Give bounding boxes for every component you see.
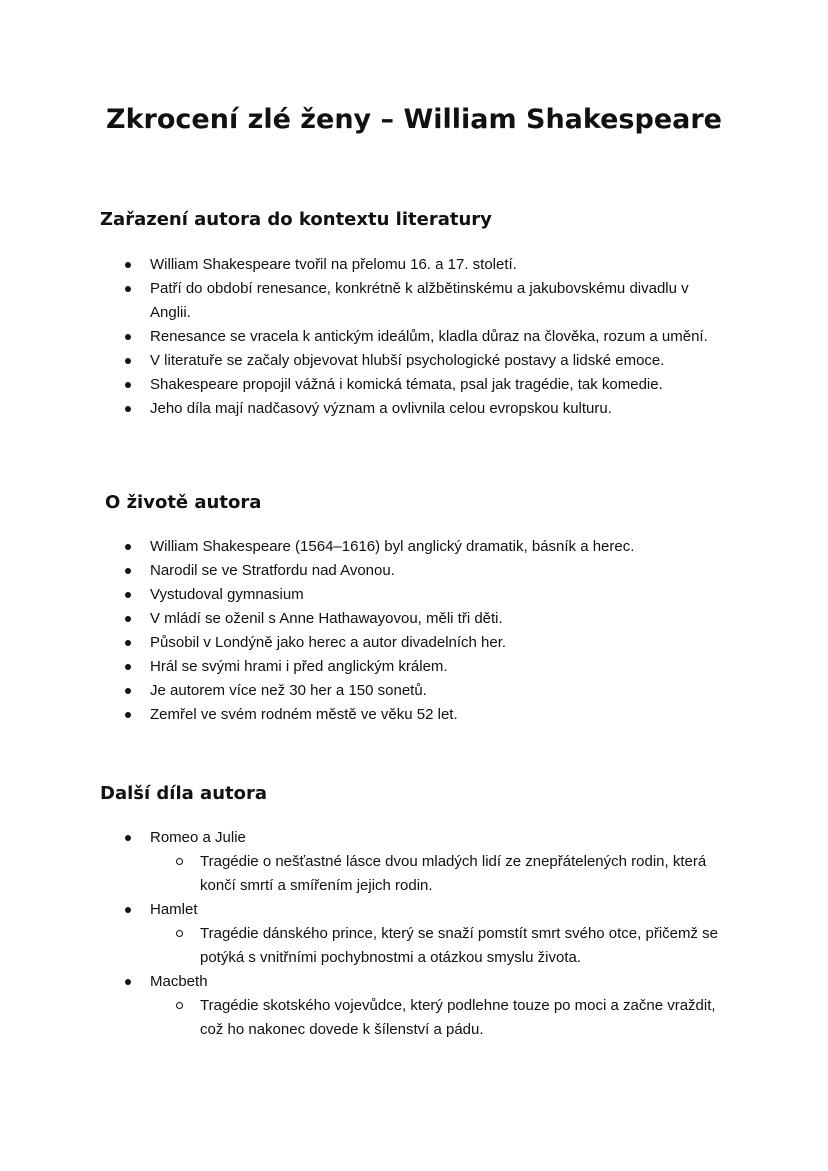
list-item-text: Působil v Londýně jako herec a autor divadelních her.	[150, 634, 507, 651]
bullet-icon	[125, 664, 131, 670]
context-list	[150, 253, 730, 421]
list-item	[150, 679, 730, 703]
list-item	[150, 535, 730, 559]
list-item-text: Vystudoval gymnasium	[150, 586, 304, 603]
list-item-text: Jeho díla mají nadčasový význam a ovlivnila celou evropskou kulturu.	[150, 400, 612, 417]
list-item	[150, 325, 730, 349]
list-item-text: V literatuře se začaly objevovat hlubší psychologické postavy a lidské emoce.	[150, 352, 665, 369]
list-item	[150, 373, 730, 397]
list-item-text: William Shakespeare tvořil na přelomu 16. a 17. století.	[150, 256, 517, 273]
list-item	[150, 970, 730, 1042]
list-item-text: Zemřel ve svém rodném městě ve věku 52 let.	[150, 706, 458, 723]
work-description: Tragédie skotského vojevůdce, který podlehne touze po moci a začne vraždit, což ho nakonec dovede k šílenství a pádu.	[200, 997, 716, 1038]
sub-list-item	[200, 922, 720, 970]
bullet-icon	[125, 616, 131, 622]
sub-list-item	[200, 994, 720, 1042]
bullet-icon	[125, 286, 131, 292]
sub-list-item	[200, 850, 720, 898]
list-item-text: William Shakespeare (1564–1616) byl anglický dramatik, básník a herec.	[150, 538, 635, 555]
bullet-icon	[125, 406, 131, 412]
section-heading-context: Zařazení autora do kontextu literatury	[100, 209, 492, 230]
bullet-icon	[125, 592, 131, 598]
bullet-icon	[125, 358, 131, 364]
bullet-icon	[125, 640, 131, 646]
bullet-icon	[125, 334, 131, 340]
list-item-text: Narodil se ve Stratfordu nad Avonou.	[150, 562, 395, 579]
sub-list	[200, 994, 720, 1042]
bullet-icon	[125, 907, 131, 913]
list-item-text: V mládí se oženil s Anne Hathawayovou, měli tři děti.	[150, 610, 503, 627]
list-item	[150, 277, 730, 325]
list-item-text: Hrál se svými hrami i před anglickým králem.	[150, 658, 448, 675]
circle-bullet-icon	[176, 1002, 183, 1009]
bullet-icon	[125, 382, 131, 388]
section-heading-works: Další díla autora	[100, 783, 268, 804]
page-title: Zkrocení zlé ženy – William Shakespeare	[106, 104, 722, 135]
list-item	[150, 826, 730, 898]
list-item-text: Renesance se vracela k antickým ideálům, kladla důraz na člověka, rozum a umění.	[150, 328, 708, 345]
circle-bullet-icon	[176, 930, 183, 937]
bullet-icon	[125, 568, 131, 574]
work-description: Tragédie dánského prince, který se snaží pomstít smrt svého otce, přičemž se potýká s vnitřními pochybnostmi a otázkou smyslu života.	[200, 925, 718, 966]
bullet-icon	[125, 262, 131, 268]
list-item	[150, 253, 730, 277]
list-item	[150, 559, 730, 583]
list-item	[150, 703, 730, 727]
circle-bullet-icon	[176, 858, 183, 865]
bullet-icon	[125, 835, 131, 841]
list-item-text: Patří do období renesance, konkrétně k alžbětinskému a jakubovskému divadlu v Anglii.	[150, 280, 689, 321]
bullet-icon	[125, 688, 131, 694]
list-item	[150, 631, 730, 655]
works-list	[150, 826, 730, 1042]
work-description: Tragédie o nešťastné lásce dvou mladých lidí ze znepřátelených rodin, která končí smrtí a smířením jejich rodin.	[200, 853, 707, 894]
list-item	[150, 607, 730, 631]
life-list	[150, 535, 730, 727]
list-item	[150, 898, 730, 970]
work-title: Romeo a Julie	[150, 829, 246, 846]
sub-list	[200, 922, 720, 970]
work-title: Hamlet	[150, 901, 198, 918]
work-title: Macbeth	[150, 973, 208, 990]
list-item-text: Je autorem více než 30 her a 150 sonetů.	[150, 682, 427, 699]
bullet-icon	[125, 712, 131, 718]
list-item	[150, 655, 730, 679]
section-heading-life: O životě autora	[105, 492, 262, 513]
list-item	[150, 397, 730, 421]
bullet-icon	[125, 544, 131, 550]
sub-list	[200, 850, 720, 898]
list-item	[150, 583, 730, 607]
list-item-text: Shakespeare propojil vážná i komická témata, psal jak tragédie, tak komedie.	[150, 376, 663, 393]
list-item	[150, 349, 730, 373]
bullet-icon	[125, 979, 131, 985]
